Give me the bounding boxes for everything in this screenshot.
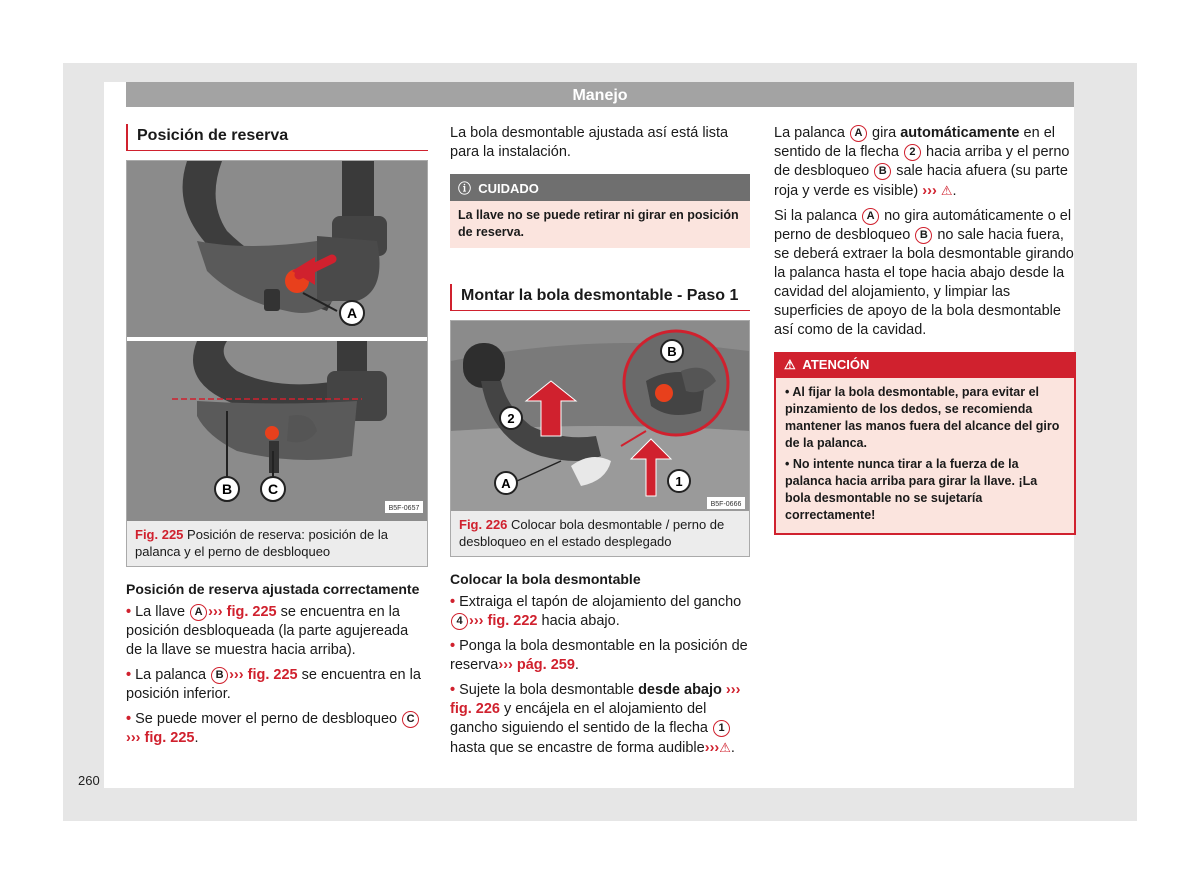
caution-body: La llave no se puede retirar ni girar en posición de reserva. — [450, 201, 750, 248]
figure-link[interactable]: fig. 226 — [450, 701, 500, 717]
page-number: 260 — [78, 773, 100, 788]
chevrons-icon: ››› — [208, 604, 223, 620]
caption-number: Fig. 225 — [135, 527, 184, 542]
figure-link[interactable]: fig. 225 — [247, 667, 298, 683]
callout-b-label: B — [221, 481, 233, 497]
caution-header: ⓘ CUIDADO — [450, 174, 750, 201]
callout-b-label: B — [667, 344, 677, 359]
running-header: Manejo — [126, 82, 1074, 107]
info-circle-icon: ⓘ — [458, 181, 472, 196]
figure-link[interactable]: fig. 222 — [487, 613, 538, 629]
ref-letter: B — [915, 227, 932, 244]
column-3 — [774, 124, 1076, 535]
warning-triangle-icon: ⚠ — [940, 183, 953, 198]
warning-item: • No intente nunca tirar a la fuerza de la palanca hacia arriba para girar la llave. ¡La bola desmontable no se sujetaría correctamente! — [785, 457, 1038, 522]
caution-box — [450, 174, 750, 248]
column-2 — [450, 124, 750, 764]
ref-letter: B — [874, 163, 891, 180]
callout-1-label: 1 — [675, 474, 683, 489]
subheading: Posición de reserva ajustada correctamente — [126, 581, 420, 597]
chevrons-icon: ››› — [498, 657, 513, 673]
subheading: Colocar la bola desmontable — [450, 571, 641, 587]
list-item: • La llave A ››› fig. 225 se encuentra en la posición desbloqueada (la parte agujereada de la llave se muestra hacia arriba). — [126, 604, 409, 658]
caption-text: Colocar bola desmontable / perno de desbloqueo en el estado desplegado — [459, 517, 725, 549]
warning-body — [774, 378, 1076, 535]
page-link[interactable]: pág. 259 — [516, 657, 575, 673]
ref-letter: C — [402, 711, 419, 728]
section-title: Posición de reserva — [126, 124, 428, 151]
ref-letter: A — [862, 208, 879, 225]
list-item: • Se puede mover el perno de desbloqueo C››› fig. 225. — [126, 710, 428, 748]
callout-a-label: A — [501, 476, 511, 491]
unlock-pin-red — [265, 426, 279, 440]
callout-a-label: A — [346, 305, 358, 321]
chevrons-icon: ››› — [725, 682, 741, 698]
ref-letter: B — [211, 667, 228, 684]
chevrons-icon: ››› — [469, 613, 484, 629]
caption-text: Posición de reserva: posición de la palanca y el perno de desbloqueo — [135, 527, 388, 559]
figure-226-illustration — [451, 321, 749, 511]
list-item: • Sujete la bola desmontable desde abajo ››› fig. 226 y encájela en el alojamiento del gancho siguiendo el sentido de la flecha 1 hasta que se encastre de forma audible›››⚠. — [450, 682, 741, 756]
list-item: • Ponga la bola desmontable en la posición de reserva››› pág. 259. — [450, 638, 748, 673]
callout-2-label: 2 — [507, 411, 515, 426]
callout-c-label: C — [267, 481, 279, 497]
warning-header: ⚠ ATENCIÓN — [774, 352, 1076, 378]
list-item: • Extraiga el tapón de alojamiento del gancho 4 ››› fig. 222 hacia abajo. — [450, 594, 742, 629]
section-title: Montar la bola desmontable - Paso 1 — [450, 284, 750, 311]
figure-link[interactable]: fig. 225 — [144, 730, 195, 746]
paragraph: La palanca A gira automáticamente en el sentido de la flecha 2 hacia arriba y el perno de desbloqueo B sale hacia afuera (su parte roja y verde es visible) ››› ⚠. — [774, 125, 1070, 199]
ref-number: 2 — [904, 144, 921, 161]
figure-link[interactable]: fig. 225 — [226, 604, 277, 620]
figure-225-illustration — [127, 161, 427, 521]
ref-number: 4 — [451, 613, 468, 630]
warning-box — [774, 352, 1076, 535]
warning-triangle-icon: ⚠ — [719, 740, 731, 755]
chevrons-icon: ››› — [922, 183, 937, 199]
figure-code: B5F-0657 — [388, 505, 420, 512]
ref-letter: A — [850, 125, 867, 142]
intro-text: La bola desmontable ajustada así está lista para la instalación. — [450, 125, 729, 160]
caption-number: Fig. 226 — [459, 517, 508, 532]
warning-triangle-icon: ⚠ — [784, 357, 796, 372]
paragraph: Si la palanca A no gira automáticamente o el perno de desbloqueo B no sale hacia fuera, se deberá extraer la bola desmontable girando la palanca hasta el tope hacia abajo desde la cavidad del alojamiento, y limpiar las superficies de apoyo de la bola desmontable así como de la cavidad. — [774, 208, 1074, 338]
ref-letter: A — [190, 604, 207, 621]
ref-number: 1 — [713, 720, 730, 737]
figure-226 — [450, 320, 750, 557]
column-1 — [126, 124, 428, 754]
figure-code: B5F-0666 — [710, 501, 742, 508]
list-item: • La palanca B ››› fig. 225 se encuentra en la posición inferior. — [126, 667, 421, 702]
figure-225 — [126, 160, 428, 567]
figure-caption — [451, 511, 749, 556]
warning-item: • Al fijar la bola desmontable, para evitar el pinzamiento de los dedos, se recomienda mantener las manos fuera del alcance del giro de la palanca. — [785, 385, 1060, 450]
chevrons-icon: ››› — [229, 667, 244, 683]
chevrons-icon: ››› — [126, 730, 141, 746]
figure-caption — [127, 521, 427, 566]
chevrons-icon: ››› — [704, 740, 720, 756]
